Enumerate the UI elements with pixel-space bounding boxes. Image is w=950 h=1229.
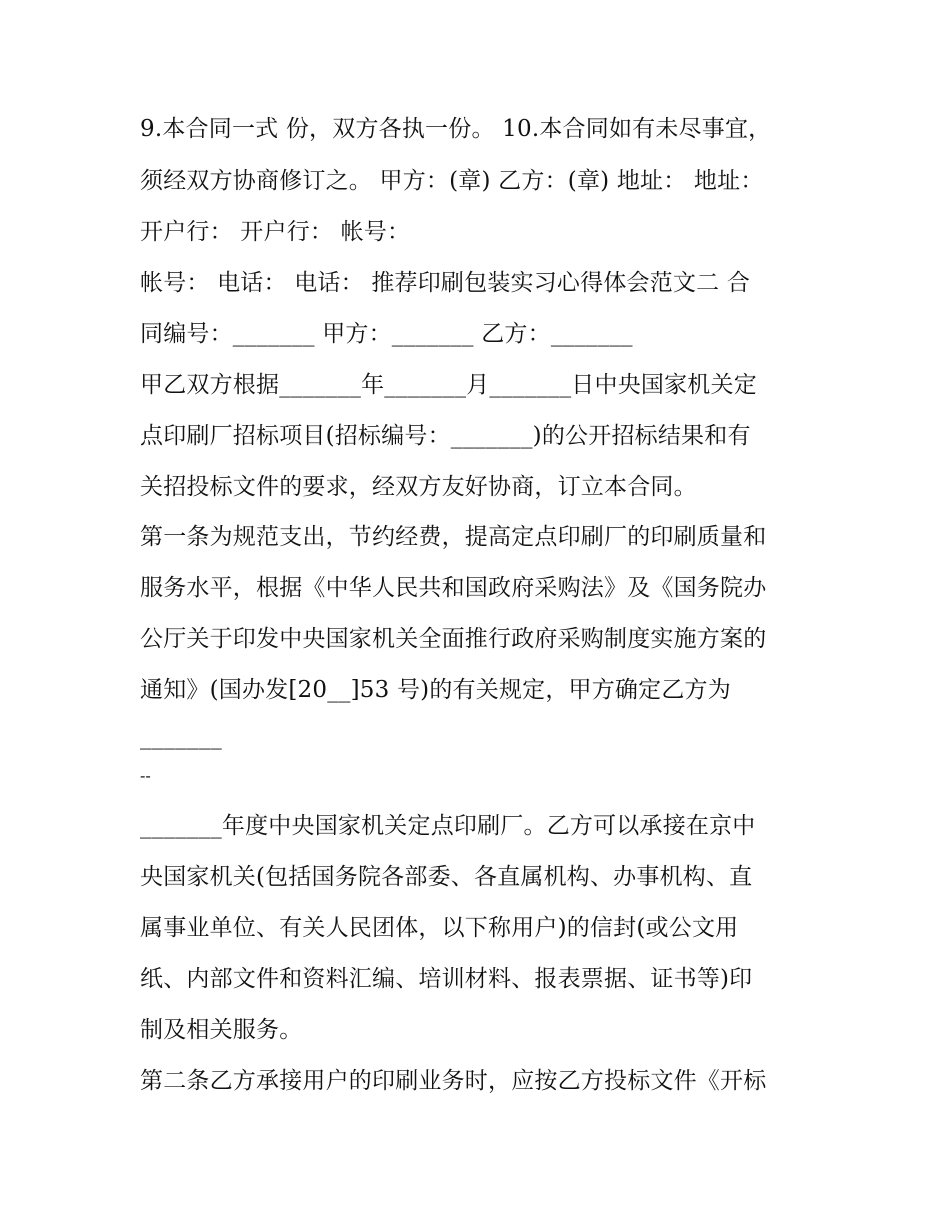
text-line: 关招投标文件的要求，经双方友好协商，订立本合同。 bbox=[140, 474, 697, 500]
text-line: 第一条为规范支出，节约经费，提高定点印刷厂的印刷质量和 bbox=[140, 524, 767, 550]
text-line: 公厅关于印发中央国家机关全面推行政府采购制度实施方案的 bbox=[140, 626, 767, 652]
text-line: 须经双方协商修订之。 甲方：(章) 乙方：(章) 地址： 地址： bbox=[140, 168, 764, 194]
text-line: 通知》(国办发[20__]53 号)的有关规定，甲方确定乙方为 bbox=[140, 677, 731, 703]
text-line: 属事业单位、有关人民团体，以下称用户)的信封(或公文用 bbox=[140, 915, 739, 941]
text-line: 制及相关服务。 bbox=[140, 1017, 303, 1043]
text-line: 纸、内部文件和资料汇编、培训材料、报表票据、证书等)印 bbox=[140, 966, 753, 992]
text-line: 服务水平，根据《中华人民共和国政府采购法》及《国务院办 bbox=[140, 575, 767, 601]
text-line: 甲乙双方根据_______年_______月_______日中央国家机关定 bbox=[140, 372, 757, 398]
text-line: 央国家机关(包括国务院各部委、各直属机构、办事机构、直 bbox=[140, 864, 753, 890]
blank-underline: _______ bbox=[140, 724, 222, 750]
text-line: 点印刷厂招标项目(招标编号：_______)的公开招标结果和有 bbox=[140, 423, 751, 449]
text-line: 开户行： 开户行： 帐号： bbox=[140, 219, 411, 245]
text-line: 第二条乙方承接用户的印刷业务时，应按乙方投标文件《开标 bbox=[140, 1068, 767, 1094]
text-line: 帐号： 电话： 电话： 推荐印刷包装实习心得体会范文二 合 bbox=[140, 270, 751, 296]
text-line: _______年度中央国家机关定点印刷厂。乙方可以承接在京中 bbox=[140, 813, 756, 839]
text-line: 同编号：_______ 甲方：_______ 乙方：_______ bbox=[140, 321, 633, 347]
page-separator: -- bbox=[140, 766, 151, 785]
text-line: 9.本合同一式 份，双方各执一份。 10.本合同如有未尽事宜， bbox=[140, 116, 772, 142]
